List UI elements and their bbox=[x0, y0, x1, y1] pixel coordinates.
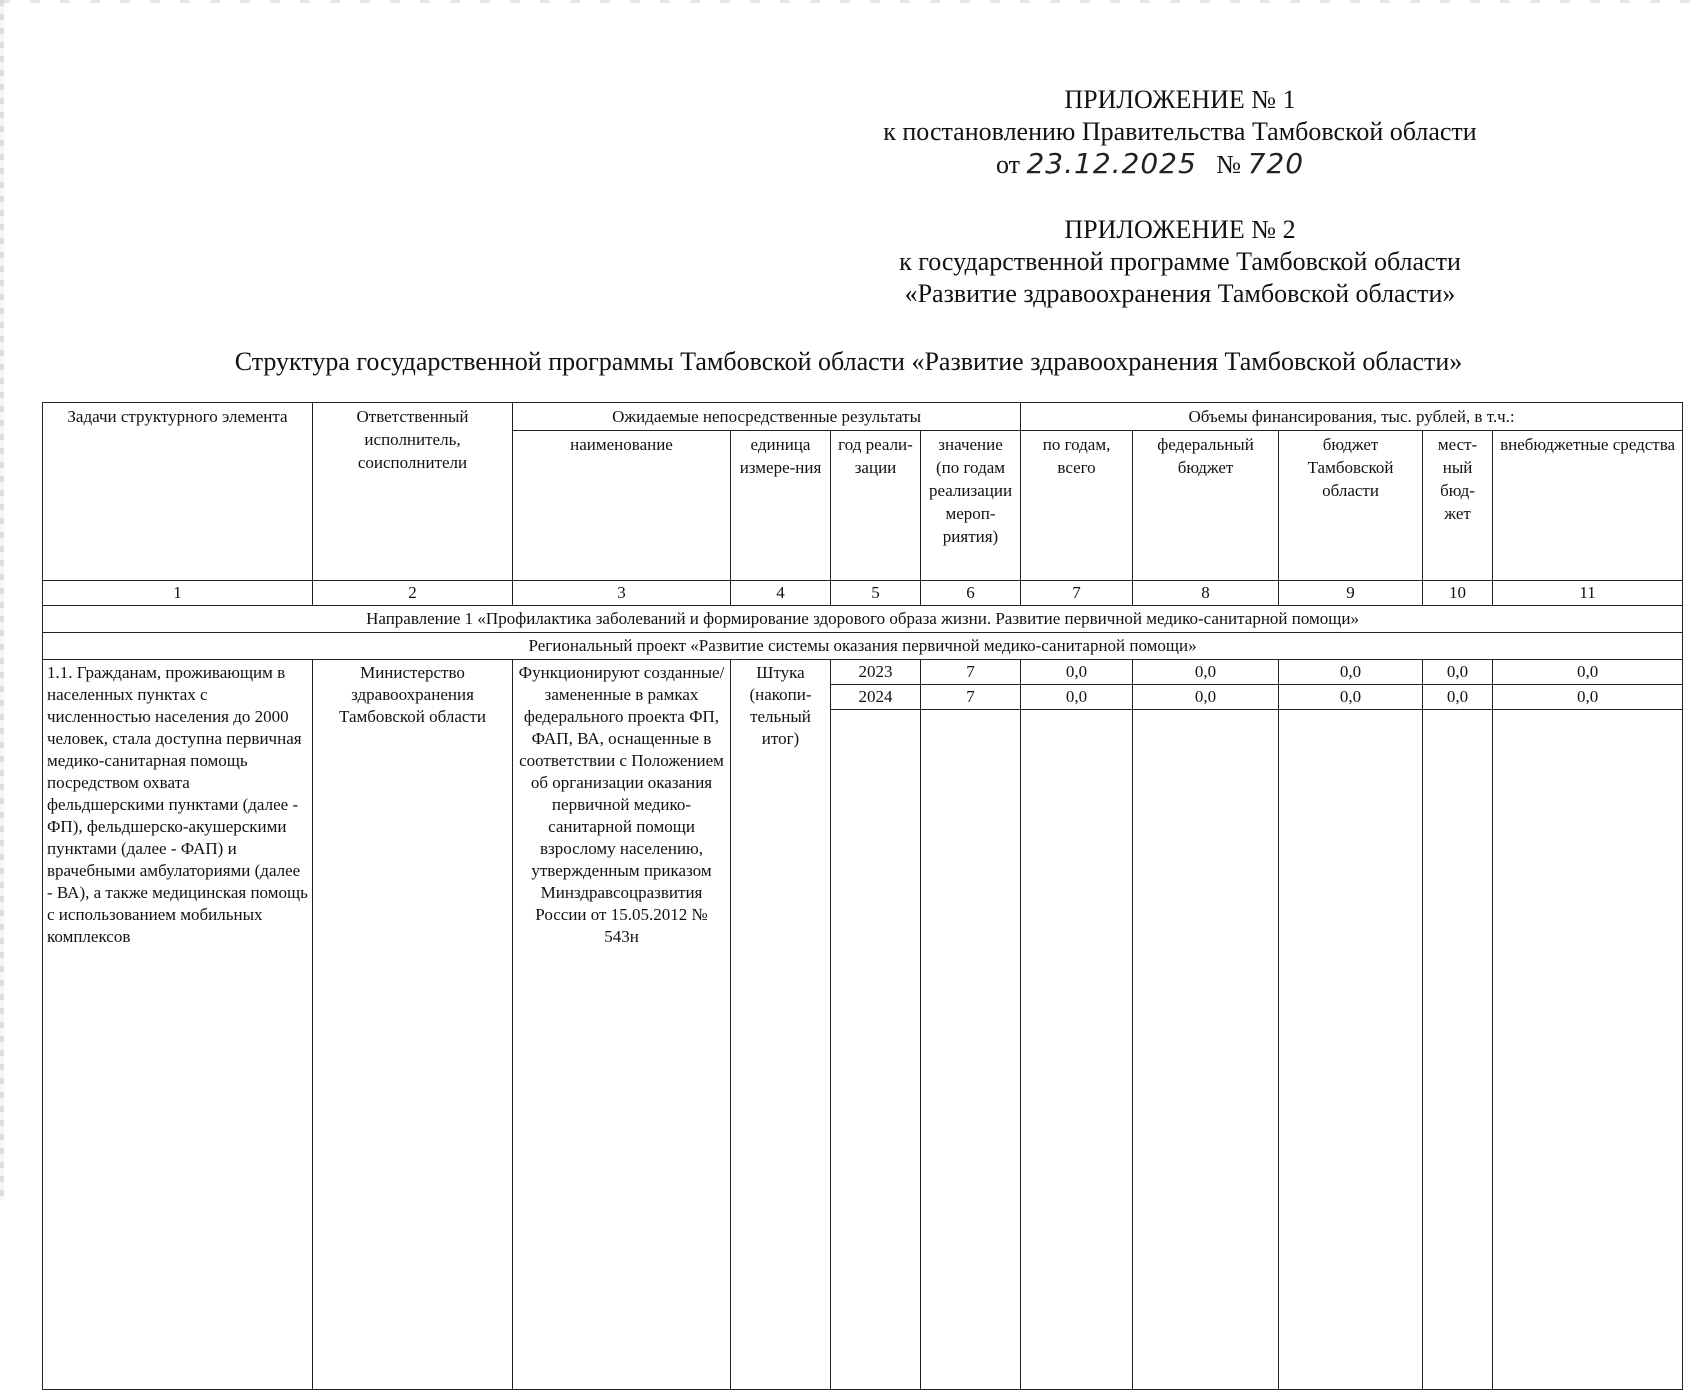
result-unit: Штука (накопи-тельный итог) bbox=[731, 660, 831, 1390]
column-number: 4 bbox=[731, 581, 831, 606]
regional-cell: 0,0 bbox=[1279, 660, 1423, 685]
empty-cell bbox=[1423, 710, 1493, 1390]
local-cell: 0,0 bbox=[1423, 685, 1493, 710]
empty-cell bbox=[921, 710, 1021, 1390]
empty-cell bbox=[1279, 710, 1423, 1390]
appendix-2-title: ПРИЛОЖЕНИЕ № 2 bbox=[1064, 215, 1296, 244]
col-header-3: наименование bbox=[513, 431, 731, 581]
col-header-1: Задачи структурного элемента bbox=[43, 403, 313, 581]
value-cell: 7 bbox=[921, 660, 1021, 685]
col-header-11: внебюджетные средства bbox=[1493, 431, 1683, 581]
year-cell: 2023 bbox=[831, 660, 921, 685]
offbudget-cell: 0,0 bbox=[1493, 685, 1683, 710]
appendix-2-program-name: «Развитие здравоохранения Тамбовской области» bbox=[904, 279, 1456, 308]
local-cell: 0,0 bbox=[1423, 660, 1493, 685]
appendix-1-block bbox=[800, 84, 1560, 181]
value-cell: 7 bbox=[921, 685, 1021, 710]
column-number: 2 bbox=[313, 581, 513, 606]
appendix-1-date-line bbox=[770, 148, 1530, 181]
column-number-row bbox=[43, 581, 1683, 606]
date-prefix: от bbox=[995, 150, 1020, 179]
scan-edge-top bbox=[0, 0, 1697, 3]
project-row bbox=[43, 633, 1683, 660]
total-cell: 0,0 bbox=[1021, 660, 1133, 685]
structure-table bbox=[42, 402, 1683, 1390]
direction-label: Направление 1 «Профилактика заболеваний и формирование здорового образа жизни. Развитие первичной медико-санитарной помощи» bbox=[43, 606, 1683, 633]
col-header-5: год реали-зации bbox=[831, 431, 921, 581]
appendix-1-decree: к постановлению Правительства Тамбовской области bbox=[883, 117, 1477, 146]
scan-edge bbox=[0, 0, 4, 1200]
project-label: Региональный проект «Развитие системы оказания первичной медико-санитарной помощи» bbox=[43, 633, 1683, 660]
offbudget-cell: 0,0 bbox=[1493, 660, 1683, 685]
col-header-9: бюджет Тамбовской области bbox=[1279, 431, 1423, 581]
column-number: 8 bbox=[1133, 581, 1279, 606]
group-header-results: Ожидаемые непосредственные результаты bbox=[513, 403, 1021, 431]
structure-table-wrap bbox=[42, 402, 1682, 1390]
column-number: 3 bbox=[513, 581, 731, 606]
column-number: 9 bbox=[1279, 581, 1423, 606]
table-row bbox=[43, 660, 1683, 685]
col-header-6: значение (по годам реализации мероп-риятия) bbox=[921, 431, 1021, 581]
column-number: 7 bbox=[1021, 581, 1133, 606]
group-header-financing: Объемы финансирования, тыс. рублей, в т.ч.: bbox=[1021, 403, 1683, 431]
year-cell: 2024 bbox=[831, 685, 921, 710]
result-name: Функционируют созданные/ замененные в рамках федерального проекта ФП, ФАП, ВА, оснащенные в соответствии с Положением об организации оказания первичной медико-санитарной помощи взрослому населению, утвержденным приказом Минздравсоцразвития России от 15.05.2012 № 543н bbox=[513, 660, 731, 1390]
handwritten-date: 23.12.2025 bbox=[1026, 147, 1197, 180]
column-number: 11 bbox=[1493, 581, 1683, 606]
col-header-10: мест-ный бюд-жет bbox=[1423, 431, 1493, 581]
regional-cell: 0,0 bbox=[1279, 685, 1423, 710]
header-row-1 bbox=[43, 403, 1683, 431]
document-title: Структура государственной программы Тамбовской области «Развитие здравоохранения Тамбовской области» bbox=[234, 347, 1463, 376]
appendix-2-program: к государственной программе Тамбовской области bbox=[899, 247, 1461, 276]
col-header-7: по годам, всего bbox=[1021, 431, 1133, 581]
col-header-4: единица измере-ния bbox=[731, 431, 831, 581]
column-number: 5 bbox=[831, 581, 921, 606]
empty-cell bbox=[1133, 710, 1279, 1390]
task-description: 1.1. Гражданам, проживающим в населенных пунктах с численностью населения до 2000 человек, стала доступна первичная медико-санитарная помощь посредством охвата фельдшерскими пунктами (далее - ФП), фельдшерско-акушерскими пунктами (далее - ФАП) и врачебными амбулаториями (далее - ВА), а также медицинская помощь с использованием мобильных комплексов bbox=[43, 660, 313, 1390]
empty-cell bbox=[1493, 710, 1683, 1390]
column-number: 10 bbox=[1423, 581, 1493, 606]
total-cell: 0,0 bbox=[1021, 685, 1133, 710]
federal-cell: 0,0 bbox=[1133, 660, 1279, 685]
empty-cell bbox=[1021, 710, 1133, 1390]
col-header-8: федеральный бюджет bbox=[1133, 431, 1279, 581]
number-prefix: № bbox=[1216, 150, 1242, 179]
empty-cell bbox=[831, 710, 921, 1390]
col-header-2: Ответственный исполнитель, соисполнители bbox=[313, 403, 513, 581]
column-number: 6 bbox=[921, 581, 1021, 606]
handwritten-number: 720 bbox=[1247, 147, 1305, 180]
task-executor: Министерство здравоохранения Тамбовской области bbox=[313, 660, 513, 1390]
federal-cell: 0,0 bbox=[1133, 685, 1279, 710]
appendix-1-title: ПРИЛОЖЕНИЕ № 1 bbox=[1064, 85, 1296, 114]
direction-row bbox=[43, 606, 1683, 633]
column-number: 1 bbox=[43, 581, 313, 606]
appendix-2-block bbox=[800, 214, 1560, 310]
